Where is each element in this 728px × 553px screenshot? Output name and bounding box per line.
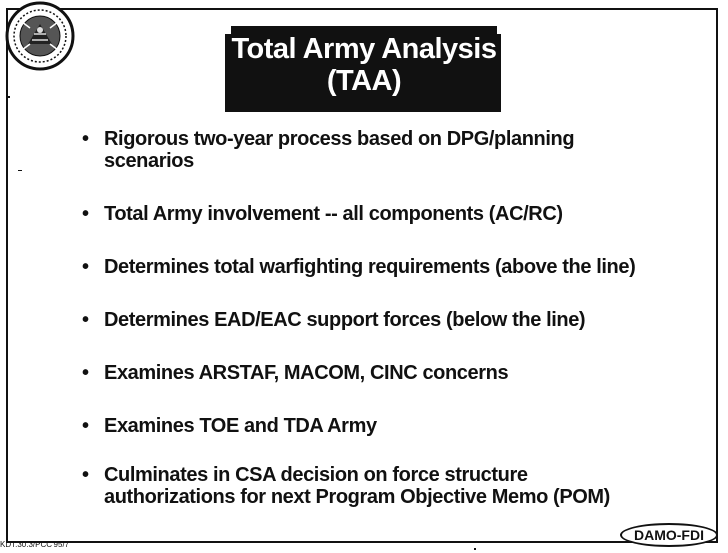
- slide-title: [231, 26, 497, 104]
- scan-mark: [8, 96, 10, 98]
- scan-mark: [474, 548, 476, 550]
- bullet-text: Total Army involvement -- all components (AC/RC): [104, 203, 563, 225]
- bullet-text: Determines total warfighting requirements (above the line): [104, 256, 636, 278]
- bullet-text: Rigorous two-year process based on DPG/planning: [104, 128, 575, 150]
- bullet-dot: •: [82, 415, 89, 437]
- bullet-item: [82, 415, 702, 437]
- scan-mark: [18, 170, 22, 171]
- title-line-2: (TAA): [326, 65, 402, 97]
- footer-code: KDT.30.3/PCC'95/7: [0, 540, 70, 549]
- bullet-item: [82, 203, 702, 225]
- bullet-text: Determines EAD/EAC support forces (below the line): [104, 309, 586, 331]
- bullet-dot: •: [82, 362, 89, 384]
- bullet-item: [82, 362, 702, 384]
- bullet-text-cont: scenarios: [104, 150, 194, 172]
- bullet-text: Examines ARSTAF, MACOM, CINC concerns: [104, 362, 509, 384]
- bullet-list: [82, 128, 702, 508]
- bullet-item: [82, 464, 702, 508]
- bullet-dot: •: [82, 256, 89, 278]
- bullet-dot: •: [82, 309, 89, 331]
- bullet-item: [82, 128, 702, 172]
- title-line-1: Total Army Analysis: [231, 33, 497, 65]
- bullet-text-cont: authorizations for next Program Objective Memo (POM): [104, 486, 610, 508]
- bullet-text: Culminates in CSA decision on force structure: [104, 464, 528, 486]
- office-stamp: DAMO-FDI: [620, 523, 718, 547]
- army-seal-icon: [0, 0, 80, 76]
- bullet-text: Examines TOE and TDA Army: [104, 415, 377, 437]
- bullet-item: [82, 256, 702, 278]
- bullet-dot: •: [82, 203, 89, 225]
- bullet-dot: •: [82, 464, 89, 486]
- bullet-dot: •: [82, 128, 89, 150]
- bullet-item: [82, 309, 702, 331]
